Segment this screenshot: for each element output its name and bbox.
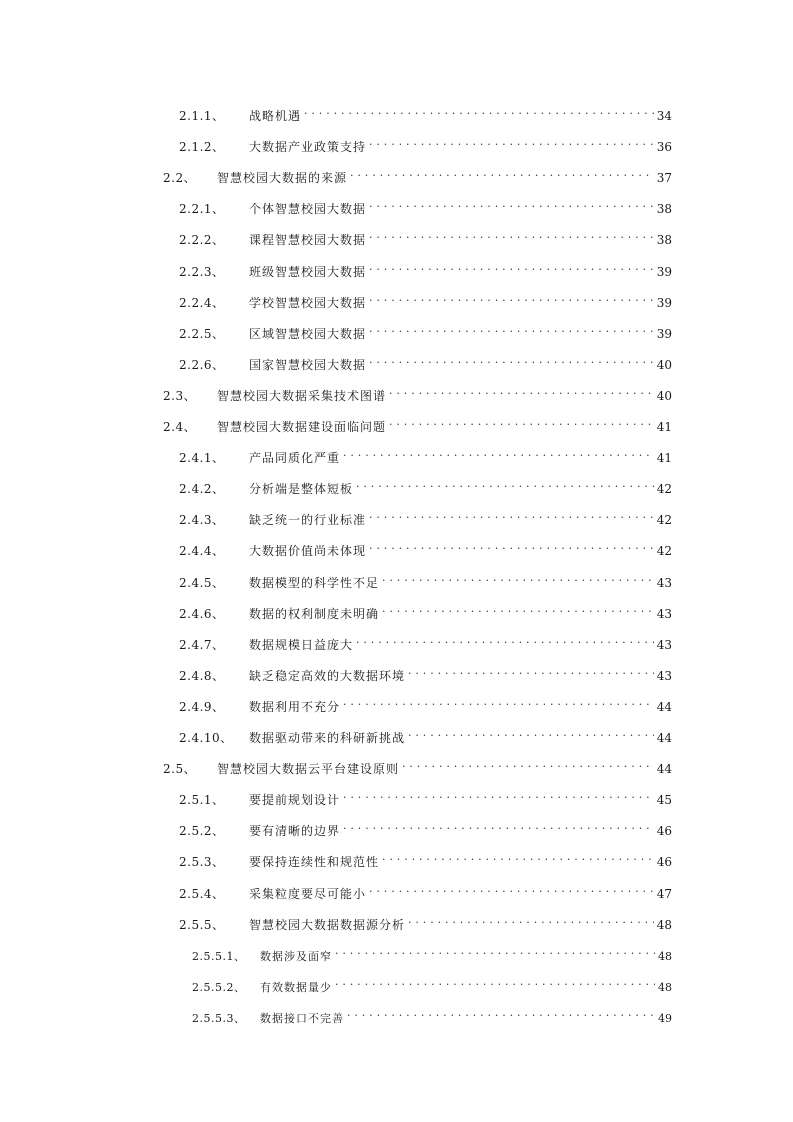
toc-entry[interactable]: [179, 195, 672, 217]
toc-entry[interactable]: [192, 942, 672, 963]
dot-leader: [369, 226, 654, 244]
toc-entry-number: 2.2.6、: [179, 357, 225, 372]
toc-entry-page-number[interactable]: 49: [658, 1011, 672, 1025]
toc-entry-number: 2.2.1、: [179, 202, 225, 217]
toc-entry-number: 2.4.7、: [179, 637, 225, 652]
dot-leader: [350, 164, 654, 182]
toc-entry[interactable]: [179, 569, 672, 590]
toc-entry[interactable]: [179, 289, 672, 310]
toc-entry[interactable]: [179, 693, 672, 714]
toc-entry-number: 2.2.2、: [179, 233, 225, 248]
toc-entry[interactable]: [179, 351, 672, 372]
toc-entry-number: 2.1.2、: [179, 140, 225, 155]
toc-entry[interactable]: [179, 102, 672, 123]
toc-entry-page-number[interactable]: 40: [656, 388, 672, 403]
toc-entry[interactable]: [179, 320, 672, 341]
dot-leader: [343, 444, 654, 462]
toc-entry-number: 2.5.5.1、: [192, 949, 246, 963]
toc-entry[interactable]: [179, 817, 672, 839]
toc-entry-title[interactable]: 数据的权利制度未明确: [249, 606, 380, 621]
toc-entry-title[interactable]: 数据涉及面窄: [260, 949, 332, 963]
dot-leader: [347, 1004, 655, 1022]
toc-entry-number: 2.2.3、: [179, 264, 225, 279]
toc-entry[interactable]: [163, 755, 672, 777]
toc-entry-number: 2.4.5、: [179, 575, 225, 590]
toc-entry-page-number[interactable]: 43: [656, 637, 672, 652]
toc-entry-number: 2.5、: [163, 762, 197, 777]
toc-entry-title[interactable]: 智慧校园大数据数据源分析: [249, 917, 406, 932]
toc-entry-page-number[interactable]: 46: [656, 855, 672, 870]
toc-entry-number: 2.4.3、: [179, 513, 225, 528]
toc-entry-number: 2.5.1、: [179, 793, 225, 808]
toc-entry-page-number[interactable]: 42: [656, 482, 672, 497]
dot-leader: [343, 817, 654, 835]
toc-entry-title[interactable]: 数据接口不完善: [260, 1011, 344, 1025]
dot-leader: [343, 693, 654, 711]
toc-entry-number: 2.5.5、: [179, 917, 225, 932]
toc-entry-title[interactable]: 智慧校园大数据采集技术图谱: [217, 388, 387, 403]
toc-entry-title[interactable]: 智慧校园大数据建设面临问题: [217, 420, 387, 434]
dot-leader: [335, 973, 655, 991]
toc-entry-number: 2.4.2、: [179, 482, 225, 497]
toc-entry-page-number[interactable]: 43: [656, 606, 672, 621]
toc-entry-title[interactable]: 缺乏统一的行业标准: [249, 513, 367, 528]
toc-entry-title[interactable]: 课程智慧校园大数据: [249, 233, 367, 248]
toc-entry-page-number[interactable]: 43: [656, 668, 672, 683]
toc-entry-page-number[interactable]: 48: [658, 980, 672, 994]
toc-entry-page-number[interactable]: 47: [656, 886, 672, 901]
toc-entry-number: 2.2.4、: [179, 295, 225, 310]
toc-entry-title[interactable]: 数据驱动带来的科研新挑战: [249, 731, 406, 745]
toc-entry-page-number[interactable]: 36: [656, 140, 672, 155]
toc-entry-number: 2.3、: [163, 388, 197, 403]
dot-leader: [369, 133, 654, 151]
toc-entry[interactable]: [179, 662, 672, 683]
dot-leader: [369, 195, 654, 213]
toc-entry-title[interactable]: 国家智慧校园大数据: [249, 357, 367, 372]
dot-leader: [382, 600, 654, 618]
toc-entry-title[interactable]: 数据模型的科学性不足: [249, 575, 380, 590]
toc-entry-title[interactable]: 智慧校园大数据云平台建设原则: [217, 762, 400, 777]
toc-entry-page-number[interactable]: 42: [656, 544, 672, 559]
toc-entry-title[interactable]: 产品同质化严重: [249, 451, 341, 466]
toc-entry-title[interactable]: 有效数据量少: [260, 980, 332, 994]
toc-entry[interactable]: [179, 911, 672, 932]
toc-entry-page-number[interactable]: 46: [656, 824, 672, 839]
toc-entry[interactable]: [179, 880, 672, 901]
toc-entry-page-number[interactable]: 44: [656, 699, 672, 714]
toc-entry[interactable]: [179, 506, 672, 528]
dot-leader: [304, 102, 654, 120]
toc-entry[interactable]: [192, 1004, 672, 1025]
dot-leader: [408, 724, 654, 742]
dot-leader: [356, 631, 654, 649]
toc-entry-title[interactable]: 要保持连续性和规范性: [249, 855, 380, 870]
toc-entry-page-number[interactable]: 38: [656, 233, 672, 248]
toc-entry-page-number[interactable]: 41: [656, 420, 672, 434]
toc-entry-number: 2.4.9、: [179, 699, 225, 714]
dot-leader: [408, 662, 654, 680]
toc-entry-title[interactable]: 要有清晰的边界: [249, 824, 341, 839]
dot-leader: [369, 880, 654, 898]
dot-leader: [408, 911, 654, 929]
toc-entry[interactable]: [179, 133, 672, 155]
toc-entry-number: 2.4、: [163, 420, 197, 434]
toc-entry-page-number[interactable]: 34: [656, 109, 672, 123]
toc-entry-page-number[interactable]: 42: [656, 513, 672, 528]
dot-leader: [369, 320, 654, 338]
toc-entry-page-number[interactable]: 45: [656, 793, 672, 808]
dot-leader: [369, 289, 654, 307]
dot-leader: [382, 848, 654, 866]
toc-entry-title[interactable]: 要提前规划设计: [249, 793, 341, 808]
toc-entry[interactable]: [179, 848, 672, 870]
dot-leader: [389, 413, 654, 431]
toc-entry-number: 2.2、: [163, 171, 197, 186]
dot-leader: [369, 537, 654, 555]
toc-entry-title[interactable]: 区域智慧校园大数据: [249, 326, 367, 341]
toc-entry-page-number[interactable]: 39: [656, 264, 672, 279]
toc-entry-title[interactable]: 缺乏稳定高效的大数据环境: [249, 668, 406, 683]
toc-entry-title[interactable]: 学校智慧校园大数据: [249, 295, 367, 310]
toc-entry[interactable]: [179, 226, 672, 248]
dot-leader: [356, 475, 654, 493]
toc-entry-title[interactable]: 数据利用不充分: [249, 699, 341, 714]
toc-entry-page-number[interactable]: 39: [656, 326, 672, 341]
toc-entry-number: 2.5.5.2、: [192, 980, 246, 994]
toc-entry[interactable]: [179, 786, 672, 808]
toc-entry-number: 2.4.4、: [179, 544, 225, 559]
toc-entry-page-number[interactable]: 37: [656, 171, 672, 186]
dot-leader: [369, 506, 654, 524]
dot-leader: [369, 258, 654, 276]
toc-entry-title[interactable]: 班级智慧校园大数据: [249, 264, 367, 279]
toc-entry[interactable]: [179, 258, 672, 279]
toc-entry-number: 2.5.3、: [179, 855, 225, 870]
dot-leader: [335, 942, 655, 960]
toc-entry-page-number[interactable]: 44: [656, 762, 672, 777]
dot-leader: [382, 569, 654, 587]
toc-entry-title[interactable]: 数据规模日益庞大: [249, 637, 354, 652]
toc-entry[interactable]: [163, 413, 672, 434]
toc-entry-number: 2.4.6、: [179, 606, 225, 621]
toc-entry-number: 2.2.5、: [179, 326, 225, 341]
dot-leader: [402, 755, 654, 773]
toc-entry-page-number[interactable]: 39: [656, 295, 672, 310]
toc-entry-page-number[interactable]: 41: [656, 451, 672, 466]
toc-entry-number: 2.4.8、: [179, 668, 225, 683]
toc-entry-page-number[interactable]: 38: [656, 202, 672, 217]
toc-entry-number: 2.4.10、: [179, 731, 233, 745]
toc-entry[interactable]: [179, 475, 672, 497]
toc-entry[interactable]: [179, 444, 672, 466]
toc-entry-number: 2.5.4、: [179, 886, 225, 901]
toc-entry-title[interactable]: 大数据产业政策支持: [249, 140, 367, 155]
toc-entry[interactable]: [192, 973, 672, 994]
toc-entry[interactable]: [163, 164, 672, 186]
toc-entry-page-number[interactable]: 48: [658, 949, 672, 963]
toc-entry[interactable]: [179, 537, 672, 559]
toc-entry-page-number[interactable]: 48: [656, 917, 672, 932]
toc-entry-page-number[interactable]: 40: [656, 357, 672, 372]
toc-entry-page-number[interactable]: 43: [656, 575, 672, 590]
toc-entry[interactable]: [179, 600, 672, 621]
toc-entry-title[interactable]: 战略机遇: [249, 109, 302, 123]
toc-entry-title[interactable]: 个体智慧校园大数据: [249, 202, 367, 217]
toc-entry-number: 2.1.1、: [179, 109, 225, 123]
dot-leader: [369, 351, 654, 369]
toc-entry-page-number[interactable]: 44: [656, 731, 672, 745]
toc-entry[interactable]: [179, 631, 672, 652]
toc-entry-title[interactable]: 分析端是整体短板: [249, 482, 354, 497]
toc-entry[interactable]: [163, 382, 672, 403]
dot-leader: [343, 786, 654, 804]
toc-entry-number: 2.5.5.3、: [192, 1011, 246, 1025]
toc-entry-title[interactable]: 采集粒度要尽可能小: [249, 886, 367, 901]
toc-entry-title[interactable]: 大数据价值尚未体现: [249, 544, 367, 559]
toc-entry-number: 2.5.2、: [179, 824, 225, 839]
toc-entry[interactable]: [179, 724, 672, 745]
dot-leader: [389, 382, 654, 400]
toc-entry-title[interactable]: 智慧校园大数据的来源: [217, 171, 348, 186]
toc-entry-number: 2.4.1、: [179, 451, 225, 466]
